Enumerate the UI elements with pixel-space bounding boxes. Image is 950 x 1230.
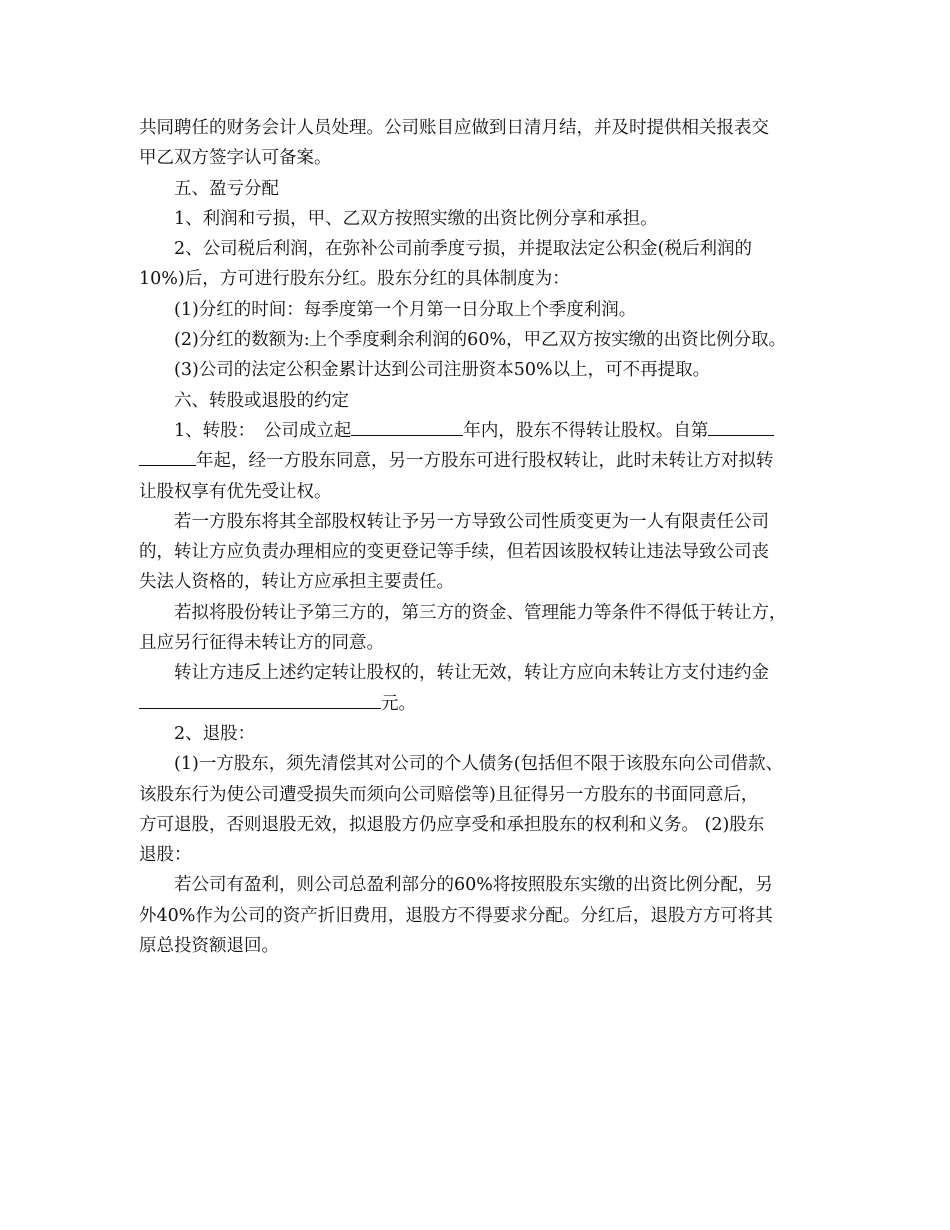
paragraph-line: 若一方股东将其全部股权转让予另一方导致公司性质变更为一人有限责任公司 — [174, 511, 769, 532]
document-body — [139, 113, 819, 961]
transfer-clause — [139, 416, 819, 446]
paragraph-line: 转让方违反上述约定转让股权的，转让无效，转让方应向未转让方支付违约金 — [174, 663, 769, 684]
paragraph-line: 让股权享有优先受让权。 — [139, 481, 332, 502]
paragraph-line: 甲乙双方签字认可备案。 — [139, 148, 332, 169]
blank-year-start-field[interactable] — [708, 416, 774, 436]
clause-withdrawal: 2、退股： — [174, 723, 256, 744]
paragraph-line: 原总投资额退回。 — [139, 936, 279, 957]
paragraph-line: 该股东行为使公司遭受损失而须向公司赔偿等)且征得另一方股东的书面同意后， — [139, 784, 759, 805]
paragraph-line: 的，转让方应负责办理相应的变更登记等手续，但若因该股权转让违法导致公司丧 — [139, 542, 769, 563]
clause-1: 1、利润和亏损，甲、乙双方按照实缴的出资比例分享和承担。 — [174, 208, 658, 229]
sub-clause-1: (1)分红的时间：每季度第一个月第一日分取上个季度利润。 — [174, 299, 637, 320]
clause-2: 2、公司税后利润，在弥补公司前季度亏损，并提取法定公积金(税后利润的 — [174, 239, 752, 260]
blank-years-field[interactable] — [351, 416, 463, 436]
transfer-text-a: 1、转股： 公司成立起 — [174, 420, 352, 441]
paragraph-line: 共同聘任的财务会计人员处理。公司账目应做到日清月结，并及时提供相关报表交 — [139, 118, 769, 138]
sub-clause-3: (3)公司的法定公积金累计达到公司注册资本50%以上，可不再提取。 — [174, 360, 711, 381]
withdrawal-sub-clause-1: (1)一方股东，须先清偿其对公司的个人债务(包括但不限于该股东向公司借款、 — [174, 754, 784, 775]
penalty-line — [139, 689, 819, 719]
paragraph-line: 退股： — [139, 845, 192, 866]
paragraph-line: 且应另行征得未转让方的同意。 — [139, 633, 384, 654]
blank-year-start-field-cont[interactable] — [139, 446, 196, 466]
section-heading-share-transfer: 六、转股或退股的约定 — [174, 390, 349, 411]
transfer-text-b: 年内，股东不得转让股权。自第 — [463, 420, 709, 441]
blank-penalty-amount-field[interactable] — [139, 689, 381, 709]
paragraph-line: 10%)后，方可进行股东分红。股东分红的具体制度为： — [139, 269, 570, 290]
paragraph-line: 外40%作为公司的资产折旧费用，退股方不得要求分配。分红后，退股方方可将其 — [139, 905, 773, 926]
sub-clause-2: (2)分红的数额为:上个季度剩余利润的60%，甲乙双方按实缴的出资比例分取。 — [174, 330, 787, 351]
transfer-clause-cont — [139, 446, 819, 476]
penalty-unit: 元。 — [381, 693, 416, 714]
transfer-text-c: 年起，经一方股东同意，另一方股东可进行股权转让，此时未转让方对拟转 — [196, 451, 774, 472]
section-heading-profit-loss: 五、盈亏分配 — [174, 178, 279, 199]
paragraph-line: 若拟将股份转让予第三方的，第三方的资金、管理能力等条件不得低于转让方， — [174, 602, 787, 623]
paragraph-line: 方可退股，否则退股无效，拟退股方仍应享受和承担股东的权利和义务。 (2)股东 — [139, 814, 765, 835]
paragraph-line: 若公司有盈利，则公司总盈利部分的60%将按照股东实缴的出资比例分配，另 — [174, 875, 773, 896]
paragraph-line: 失法人资格的，转让方应承担主要责任。 — [139, 572, 454, 593]
